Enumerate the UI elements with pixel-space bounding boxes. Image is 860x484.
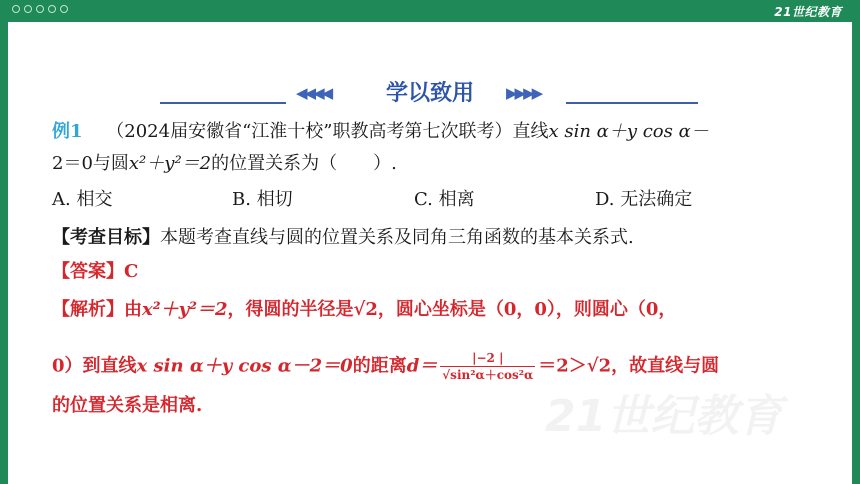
solution-line-1: 【解析】由x²＋y²＝2，得圆的半径是√2，圆心坐标是（0，0），则圆心（0， xyxy=(52,299,677,320)
question-line-2: 2＝0与圆x²＋y²＝2的位置关系为（ ）. xyxy=(52,153,397,174)
answer-line xyxy=(52,258,138,286)
answer-label: 【答案】 xyxy=(52,261,124,282)
decor-dots xyxy=(12,5,68,13)
objective-line: 【考查目标】本题考查直线与圆的位置关系及同角三角函数的基本关系式. xyxy=(52,227,634,248)
banner-right-line xyxy=(566,102,698,104)
example-label: 例1 xyxy=(52,121,83,142)
banner-left-line xyxy=(160,102,286,104)
right-border xyxy=(852,22,860,484)
question-line-1: 例1 （2024届安徽省“江淮十校”职教高考第七次联考）直线x sin α＋y cos α－ xyxy=(52,121,709,142)
solution-line-2: 0）到直线x sin α＋y cos α－2＝0的距离d＝ $\frac{|-2 |}{\text{√sin²α＋cos²α}}$ ＝2＞√2，故直线与圆 xyxy=(52,351,720,382)
solution-line-3: 的位置关系是相离. xyxy=(52,395,203,416)
solution-label: 【解析】 xyxy=(52,299,124,320)
answer-value: C xyxy=(124,261,139,282)
top-bar xyxy=(0,0,860,22)
section-banner xyxy=(160,76,698,106)
left-border xyxy=(0,22,8,484)
option-c: C. 相离 xyxy=(414,189,475,210)
brand-logo: 21世纪教育 xyxy=(774,5,842,19)
option-d: D. 无法确定 xyxy=(595,189,693,210)
watermark: 21世纪教育 xyxy=(545,391,783,442)
option-b: B. 相切 xyxy=(232,189,293,210)
section-title: 学以致用 xyxy=(385,81,474,106)
distance-fraction: $\frac{|-2 |}{\text{√sin²α＋cos²α}}$ xyxy=(442,351,534,382)
objective-label: 【考查目标】 xyxy=(52,227,160,248)
right-arrows-icon: ▶▶▶▶ xyxy=(506,84,541,102)
option-a: A. 相交 xyxy=(52,189,113,210)
left-arrows-icon: ◀◀◀◀ xyxy=(296,84,331,102)
